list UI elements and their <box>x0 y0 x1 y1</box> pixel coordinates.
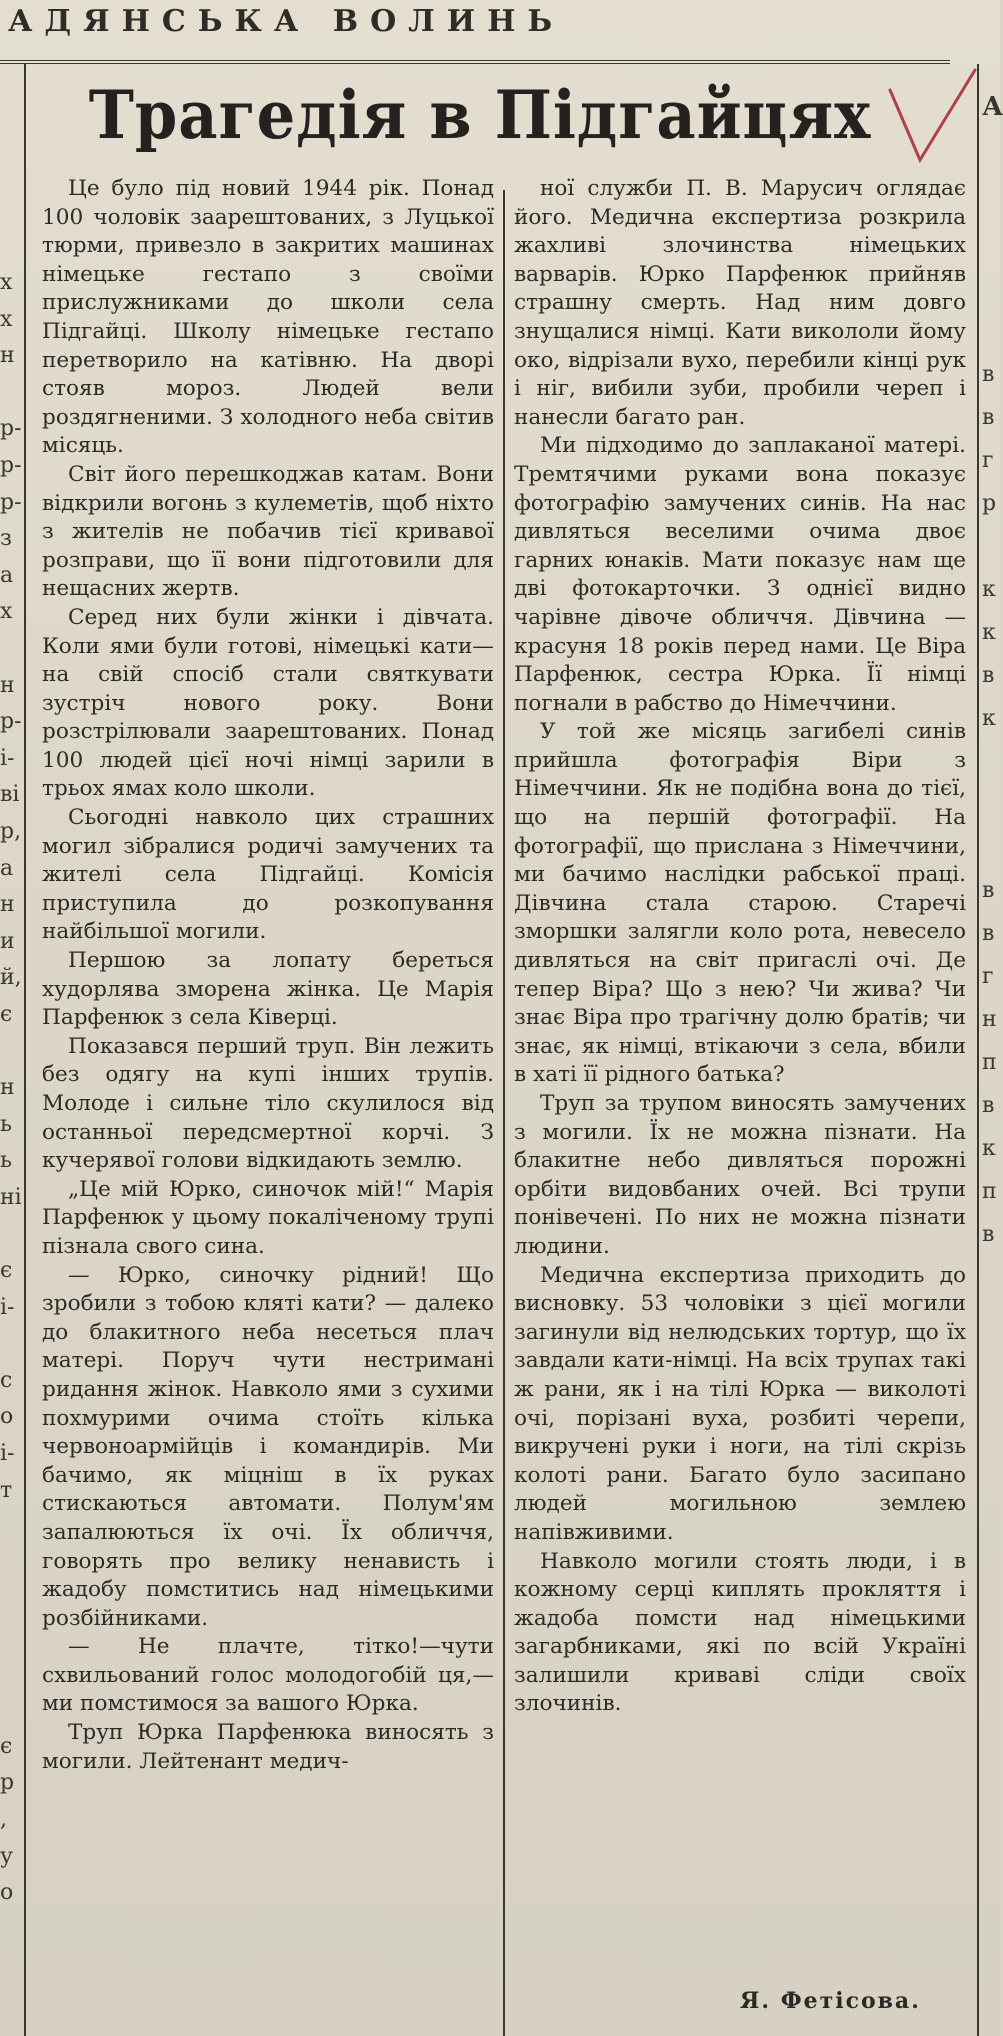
fragment-letter <box>982 740 1000 783</box>
fragment-letter: в <box>982 362 995 387</box>
article-paragraph: Серед них були жінки і дівчата. Коли ями були готові, німецькі кати—на свій спосіб стали святкувати зустріч нового року. Вони розстрілювали заарештованих. Понад 100 людей цієї ночі німці зарили в трьох ямах коло школи. <box>42 604 494 802</box>
right-column-fragments <box>982 310 1000 1299</box>
fragment-letter: о <box>0 1404 14 1430</box>
article-column-2 <box>514 175 966 1719</box>
fragment-letter: х <box>0 270 13 295</box>
article-paragraph: Світ його перешкоджав катам. Вони відкрили вогонь з кулеметів, щоб ніхто з жителів не побачив тієї кривавої розправи, що її вони підготовили для нещасних жертв. <box>42 461 494 602</box>
fragment-letter: к <box>982 577 996 602</box>
fragment-letter: в <box>982 1222 995 1247</box>
fragment-letter <box>982 525 1000 568</box>
fragment-letter <box>0 1033 22 1070</box>
fragment-letter: п <box>982 1179 997 1204</box>
fragment-letter: р- <box>0 489 22 515</box>
fragment-letter <box>982 310 1000 353</box>
article-paragraph: — Не плачте, тітко!—чути схвильований голос молодогобій ця,— ми помстимося за вашого Юрка. <box>42 1634 494 1717</box>
fragment-letter: в <box>982 1093 995 1118</box>
fragment-letter: ь <box>0 1111 12 1137</box>
fragment-letter <box>0 1656 22 1693</box>
fragment-letter <box>0 1692 22 1729</box>
fragment-letter <box>982 1256 1000 1299</box>
article-paragraph: Медична експертиза приходить до висновку. 53 чоловіки з цієї могили загинули від нелюдських тортур, що їх завдали кати-німці. На всіх трупах такі ж рани, як і на тілі Юрка — виколоті очі, порізані вуха, розбиті черепи, викручені руки і ноги, на тілі скрізь колоті рани. Багато було засипано людей могильною землею напівживими. <box>514 1262 966 1545</box>
article-column-1 <box>42 175 494 1776</box>
fragment-letter: н <box>0 343 15 369</box>
fragment-letter: і- <box>0 745 15 771</box>
fragment-letter: ь <box>0 1148 12 1174</box>
fragment-letter: у <box>0 1843 13 1869</box>
masthead-title: АДЯНСЬКА ВОЛИНЬ <box>8 4 565 39</box>
fragment-letter: х <box>0 599 13 625</box>
fragment-letter: є <box>0 1733 13 1759</box>
fragment-letter: с <box>0 1367 13 1393</box>
fragment-letter <box>0 1216 22 1253</box>
masthead <box>0 0 950 64</box>
fragment-letter: ні <box>0 1184 22 1210</box>
fragment-letter: р, <box>0 818 22 844</box>
article-paragraph: Це було під новий 1944 рік. Понад 100 чоловік заарештованих, з Луцької тюрми, привезло в закритих машинах німецьке гестапо з своїми прислужниками до школи села Підгайці. Школу німецьке гестапо перетворило на катівню. На дворі стояв мороз. Людей вели роздягненими. З холодного неба світив місяць. <box>42 176 494 459</box>
fragment-letter: и <box>0 928 15 954</box>
fragment-letter: з <box>0 526 12 552</box>
article-paragraph: У той же місяць загибелі синів прийшла фотографія Віри з Німеччини. Як не подібна вона до тієї, що на першій фотографії. На фотографії, що прислана з Німеччини, ми бачимо наслідки рабської праці. Дівчина стала старою. Старечі зморшки залягли коло рота, невесело дивляться на світ пригаслі очі. Де тепер Віра? Що з нею? Чи жива? Чи знає Віра про трагічну долю братів; чи знає, як німці, втікаючи з села, вбили в хаті її рідного батька? <box>514 719 966 1088</box>
fragment-letter: п <box>982 1050 997 1075</box>
fragment-letter <box>0 1509 22 1546</box>
fragment-letter: р- <box>0 416 22 442</box>
fragment-letter <box>982 783 1000 826</box>
right-edge-fragment: А <box>982 92 1003 122</box>
fragment-letter: г <box>982 448 994 473</box>
fragment-letter: к <box>982 706 996 731</box>
fragment-letter: і- <box>0 1441 15 1466</box>
fragment-letter: в <box>982 663 995 688</box>
fragment-letter: є <box>0 1258 13 1284</box>
left-column-rule <box>24 64 26 2036</box>
fragment-letter: , <box>0 1806 7 1832</box>
fragment-letter <box>0 1546 22 1583</box>
author-signature: Я. Фетісова. <box>740 1988 921 2014</box>
fragment-letter: н <box>0 1075 15 1101</box>
fragment-letter: о <box>0 1880 14 1906</box>
article-paragraph: Сьогодні навколо цих страшних могил зібралися родичі замучених та жителі села Підгайці. Комісія приступила до розкопування найбільшої могили. <box>42 805 494 945</box>
fragment-letter: а <box>0 855 14 881</box>
article-paragraph: Ми підходимо до заплаканої матері. Тремтячими руками вона показує фотографію замучених синів. На нас дивляться веселими очима двоє гарних юнаків. Мати показує нам ще дві фотокарточки. З однієї видно чарівне дівоче обличчя. Дівчина — красуня 18 років перед нами. Це Віра Парфенюк, сестра Юрка. Її німці погнали в рабство до Німеччини. <box>514 433 966 716</box>
article-paragraph: ної служби П. В. Марусич оглядає його. Медична експертиза розкрила жахливі злочинства німецьких варварів. Юрко Парфенюк прийняв страшну смерть. Над ним довго знущалися німці. Кати викололи йому око, відрізали вухо, перебили кінці рук і ніг, вибили зуби, пробили череп і нанесли багато ран. <box>514 176 966 430</box>
article-paragraph: Труп за трупом виносять замучених з могили. Їх не можна пізнати. На блакитне небо дивляться порожні орбіти видовбаних очей. Всі трупи понівечені. По них не можна пізнати людини. <box>514 1091 966 1259</box>
fragment-letter: р- <box>0 709 22 735</box>
fragment-letter: і- <box>0 1294 15 1320</box>
fragment-letter: г <box>982 964 994 989</box>
fragment-letter: в <box>982 405 995 430</box>
fragment-letter: к <box>982 1136 996 1161</box>
fragment-letter: н <box>0 672 15 698</box>
fragment-letter: т <box>0 1477 13 1503</box>
fragment-letter: й, <box>0 965 22 991</box>
fragment-letter <box>0 1619 22 1656</box>
fragment-letter: р <box>0 1770 15 1796</box>
fragment-letter: р <box>982 491 997 516</box>
article-paragraph: Труп Юрка Парфенюка виносять з могили. Лейтенант медич- <box>42 1720 494 1774</box>
fragment-letter: к <box>982 620 996 645</box>
article-paragraph: Першою за лопату береться худорлява зморена жінка. Це Марія Парфенюк з села Ківерці. <box>42 948 494 1031</box>
fragment-letter: вi <box>0 782 20 808</box>
fragment-letter: х <box>0 306 13 332</box>
fragment-letter: в <box>982 921 995 946</box>
article-paragraph: Навколо могили стоять люди, і в кожному серці киплять прокляття і жадоба помсти над німецькими загарбниками, які по всій Україні залишили криваві сліди своїх злочинів. <box>514 1548 966 1717</box>
middle-column-rule <box>503 190 505 2036</box>
article-paragraph: — Юрко, синочку рідний! Що зробили з тобою кляті кати? — далеко до блакитного неба несеться плач матері. Поруч чути нестримані ридання жінок. Навколо ями з сухими похмурими очима стоїть кілька червоноармійців і командирів. Ми бачимо, як міцніш в їх руках стискаються автомати. Полум'ям запалюються їх очі. Їх обличчя, говорять про велику ненависть і жадобу помститись над німецькими розбійниками. <box>42 1262 494 1631</box>
fragment-letter: в <box>982 878 995 903</box>
right-column-rule <box>977 64 979 2036</box>
fragment-letter <box>0 1326 22 1363</box>
fragment-letter: р- <box>0 452 22 478</box>
fragment-letter <box>982 826 1000 869</box>
pen-check-mark-icon <box>880 60 980 180</box>
fragment-letter: н <box>982 1007 997 1032</box>
fragment-letter: є <box>0 1001 13 1027</box>
fragment-letter <box>0 1582 22 1619</box>
article-paragraph: Показався перший труп. Він лежить без одягу на купі інших трупів. Молоде і сильне тіло скулилося від останньої передсмертної корчі. З кучерявої голови відкидають землю. <box>42 1033 494 1174</box>
fragment-letter: н <box>0 892 15 918</box>
article-headline: Трагедія в Підгайцях <box>88 76 872 154</box>
fragment-letter: а <box>0 562 14 588</box>
fragment-letter <box>0 631 22 668</box>
left-column-fragments <box>0 265 22 1912</box>
article-paragraph: „Це мій Юрко, синочок мій!“ Марія Парфенюк у цьому покаліченому трупі пізнала свого сина. <box>42 1176 494 1259</box>
fragment-letter <box>0 375 22 412</box>
